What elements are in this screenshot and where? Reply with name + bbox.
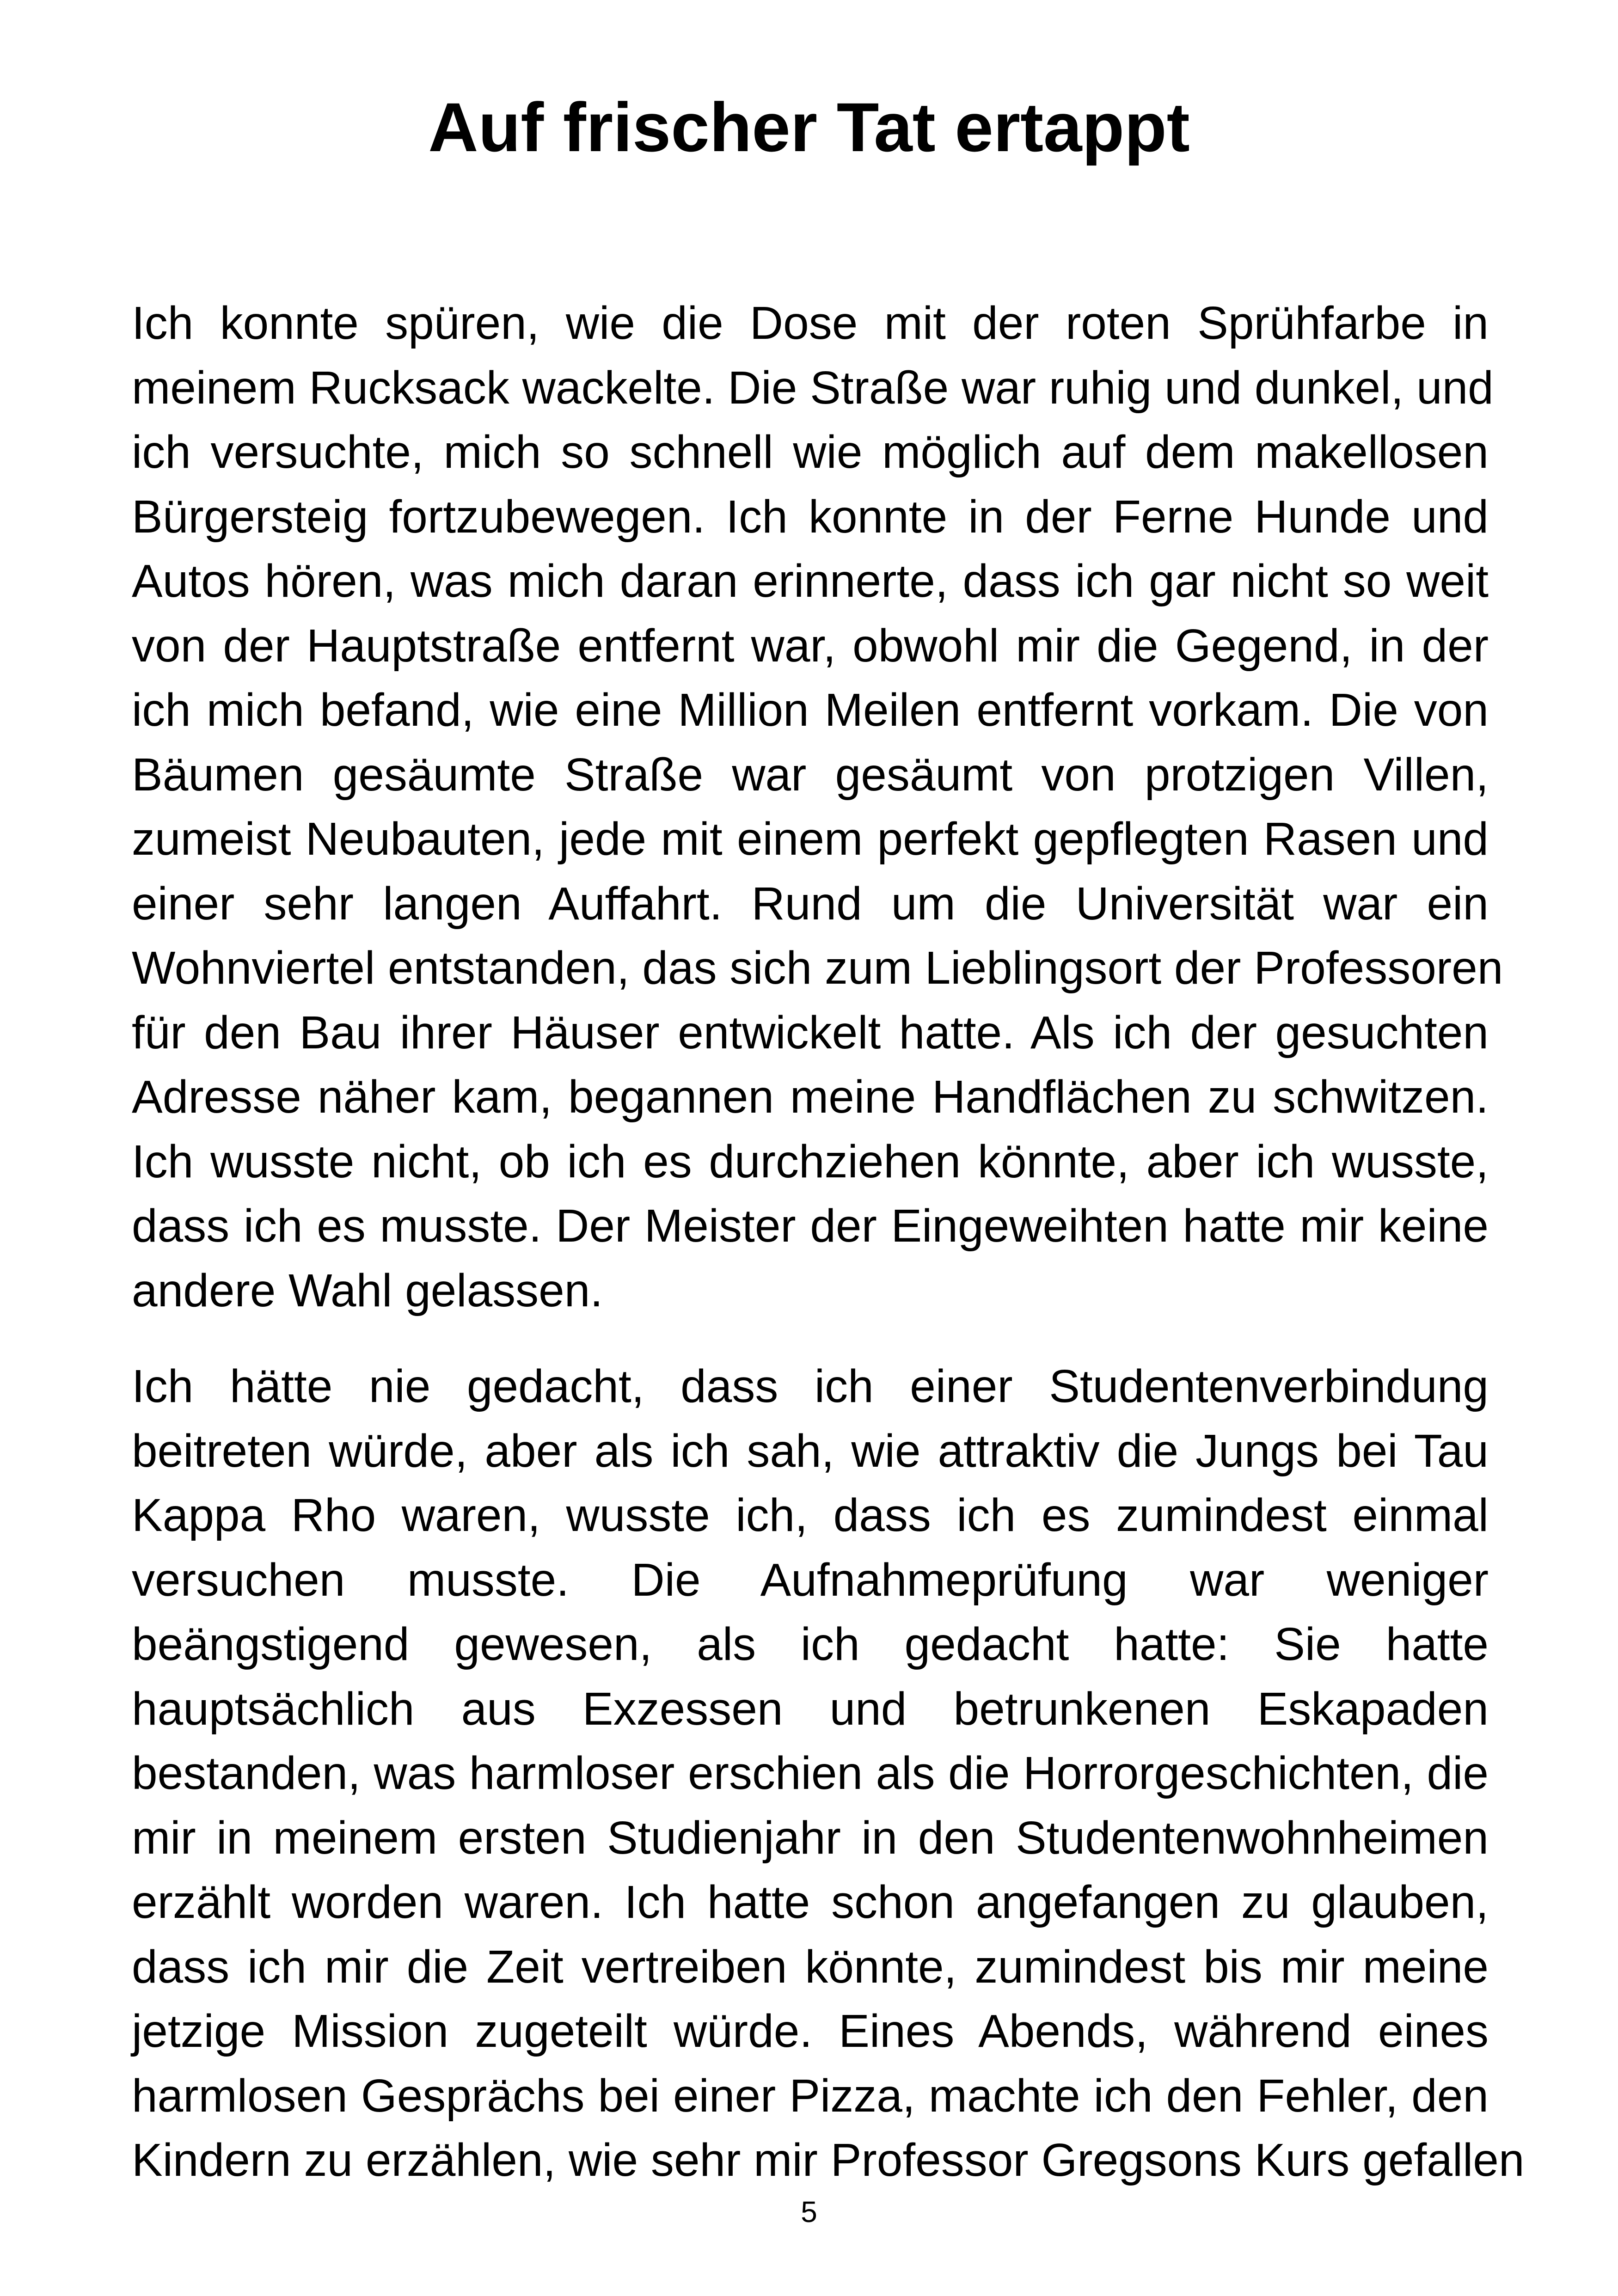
text-line: Kappa Rho waren, wusste ich, dass ich es zumindest einmal — [132, 1489, 1489, 1541]
text-line: beitreten würde, aber als ich sah, wie attraktiv die Jungs bei Tau — [132, 1425, 1489, 1477]
text-line: dass ich mir die Zeit vertreiben könnte, zumindest bis mir meine — [132, 1941, 1489, 1993]
text-line: Adresse näher kam, begannen meine Handflächen zu schwitzen. — [132, 1071, 1489, 1123]
text-line: Ich wusste nicht, ob ich es durchziehen könnte, aber ich wusste, — [132, 1135, 1489, 1188]
text-line: versuchen musste. Die Aufnahmeprüfung war weniger — [132, 1554, 1489, 1606]
text-line: Kindern zu erzählen, wie sehr mir Professor Gregsons Kurs gefallen — [132, 2134, 1525, 2186]
page-title: Auf frischer Tat ertappt — [428, 88, 1190, 166]
text-line: andere Wahl gelassen. — [132, 1264, 603, 1316]
text-line: für den Bau ihrer Häuser entwickelt hatte. Als ich der gesuchten — [132, 1006, 1489, 1059]
text-line: jetzige Mission zugeteilt würde. Eines Abends, während eines — [132, 2005, 1489, 2057]
text-line: Wohnviertel entstanden, das sich zum Lieblingsort der Professoren — [132, 942, 1503, 994]
text-line: bestanden, was harmloser erschien als die Horrorgeschichten, die — [132, 1747, 1489, 1799]
text-line: einer sehr langen Auffahrt. Rund um die Universität war ein — [132, 877, 1489, 930]
text-line: ich mich befand, wie eine Million Meilen entfernt vorkam. Die von — [132, 684, 1489, 736]
text-line: Ich konnte spüren, wie die Dose mit der roten Sprühfarbe in — [132, 297, 1489, 349]
text-line: Bäumen gesäumte Straße war gesäumt von protzigen Villen, — [132, 748, 1489, 801]
paragraph-2 — [132, 1354, 1525, 2193]
text-line: von der Hauptstraße entfernt war, obwohl mir die Gegend, in der — [132, 619, 1489, 672]
text-line: Autos hören, was mich daran erinnerte, dass ich gar nicht so weit — [132, 555, 1489, 607]
text-line: mir in meinem ersten Studienjahr in den Studentenwohnheimen — [132, 1812, 1489, 1864]
paragraph-1 — [132, 291, 1503, 1323]
text-line: beängstigend gewesen, als ich gedacht hatte: Sie hatte — [132, 1618, 1489, 1670]
text-line: Bürgersteig fortzubewegen. Ich konnte in der Ferne Hunde und — [132, 490, 1489, 543]
text-line: ich versuchte, mich so schnell wie möglich auf dem makellosen — [132, 426, 1489, 478]
page-number: 5 — [801, 2195, 817, 2229]
text-line: dass ich es musste. Der Meister der Eingeweihten hatte mir keine — [132, 1200, 1489, 1252]
text-line: erzählt worden waren. Ich hatte schon angefangen zu glauben, — [132, 1876, 1489, 1928]
text-line: harmlosen Gesprächs bei einer Pizza, machte ich den Fehler, den — [132, 2069, 1489, 2122]
text-line: zumeist Neubauten, jede mit einem perfekt gepflegten Rasen und — [132, 813, 1489, 865]
text-line: Ich hätte nie gedacht, dass ich einer Studentenverbindung — [132, 1360, 1489, 1412]
text-line: meinem Rucksack wackelte. Die Straße war ruhig und dunkel, und — [132, 361, 1494, 414]
text-line: hauptsächlich aus Exzessen und betrunkenen Eskapaden — [132, 1683, 1489, 1735]
